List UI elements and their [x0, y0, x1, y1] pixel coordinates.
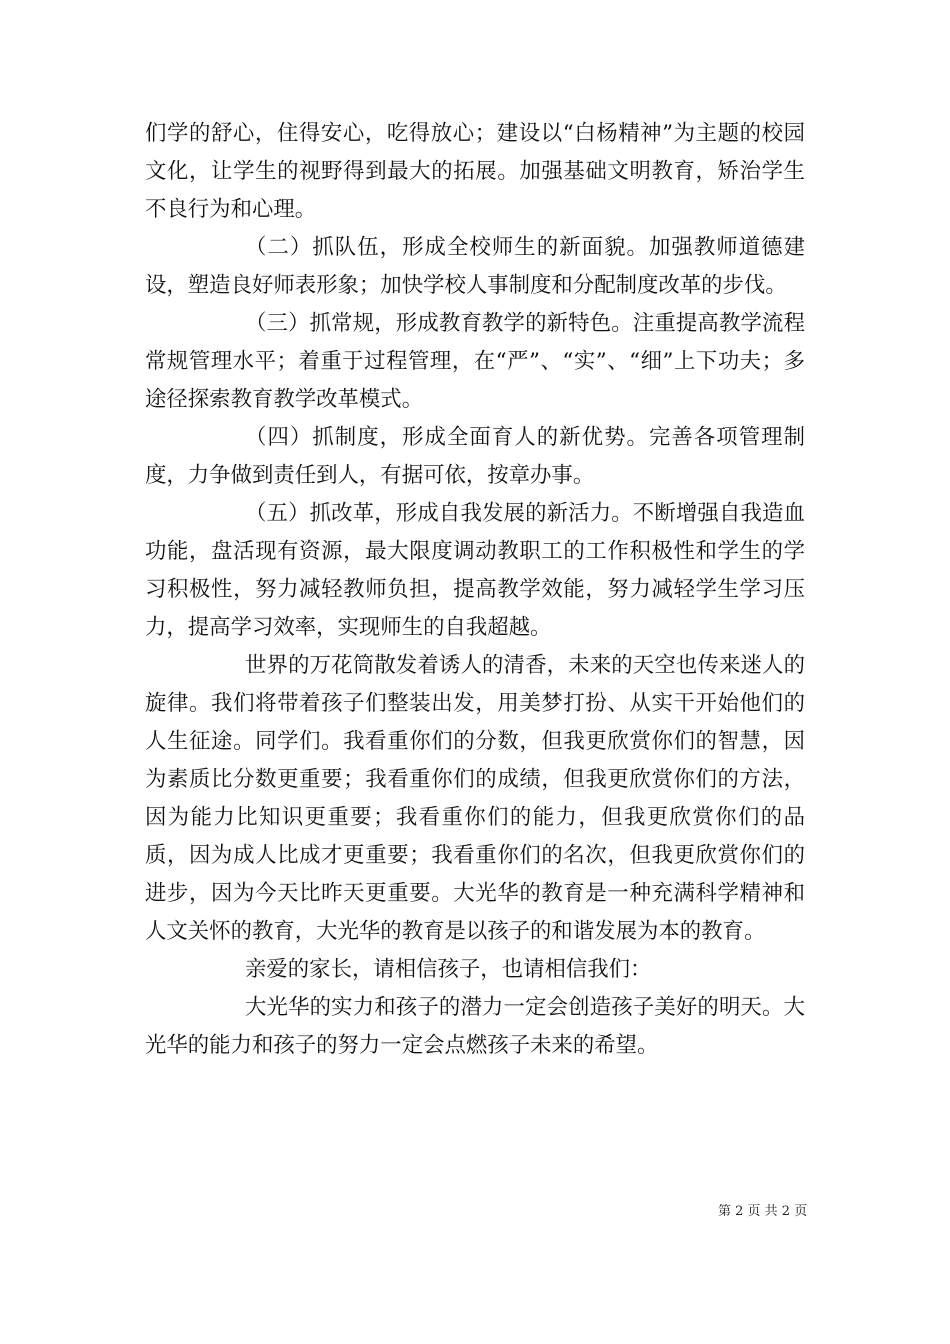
paragraph-team: （二）抓队伍，形成全校师生的新面貌。加强教师道德建设，塑造良好师表形象；加快学校人事制度和分配制度改革的步伐。 — [145, 235, 805, 298]
paragraph-reform: （五）抓改革，形成自我发展的新活力。不断增强自我造血功能，盘活现有资源，最大限度调动教职工的工作积极性和学生的学习积极性，努力减轻教师负担，提高教学效能，努力减轻学生学习压力，提高学习效率，实现师生的自我超越。 — [145, 501, 805, 640]
page-number: 第 2 页 共 2 页 — [718, 1204, 808, 1219]
paragraph-closing: 大光华的实力和孩子的潜力一定会创造孩子美好的明天。大光华的能力和孩子的努力一定会点燃孩子未来的希望。 — [145, 995, 805, 1058]
paragraph-system: （四）抓制度，形成全面育人的新优势。完善各项管理制度，力争做到责任到人，有据可依，按章办事。 — [145, 425, 805, 488]
document-body — [145, 115, 805, 1065]
paragraph-world: 世界的万花筒散发着诱人的清香，未来的天空也传来迷人的旋律。我们将带着孩子们整装出发，用美梦打扮、从实干开始他们的人生征途。同学们。我看重你们的分数，但我更欣赏你们的智慧，因为素质比分数更重要；我看重你们的成绩，但我更欣赏你们的方法，因为能力比知识更重要；我看重你们的能力，但我更欣赏你们的品质，因为成人比成才更重要；我看重你们的名次，但我更欣赏你们的进步，因为今天比昨天更重要。大光华的教育是一种充满科学精神和人文关怀的教育，大光华的教育是以孩子的和谐发展为本的教育。 — [145, 653, 805, 944]
paragraph-parents: 亲爱的家长，请相信孩子，也请相信我们： — [245, 957, 652, 982]
paragraph-routine: （三）抓常规，形成教育教学的新特色。注重提高教学流程常规管理水平；着重于过程管理，在“严”、“实”、“细”上下功夫；多途径探索教育教学改革模式。 — [145, 311, 805, 412]
paragraph-continuation: 们学的舒心，住得安心，吃得放心；建设以“白杨精神”为主题的校园文化，让学生的视野得到最大的拓展。加强基础文明教育，矫治学生不良行为和心理。 — [145, 121, 805, 222]
